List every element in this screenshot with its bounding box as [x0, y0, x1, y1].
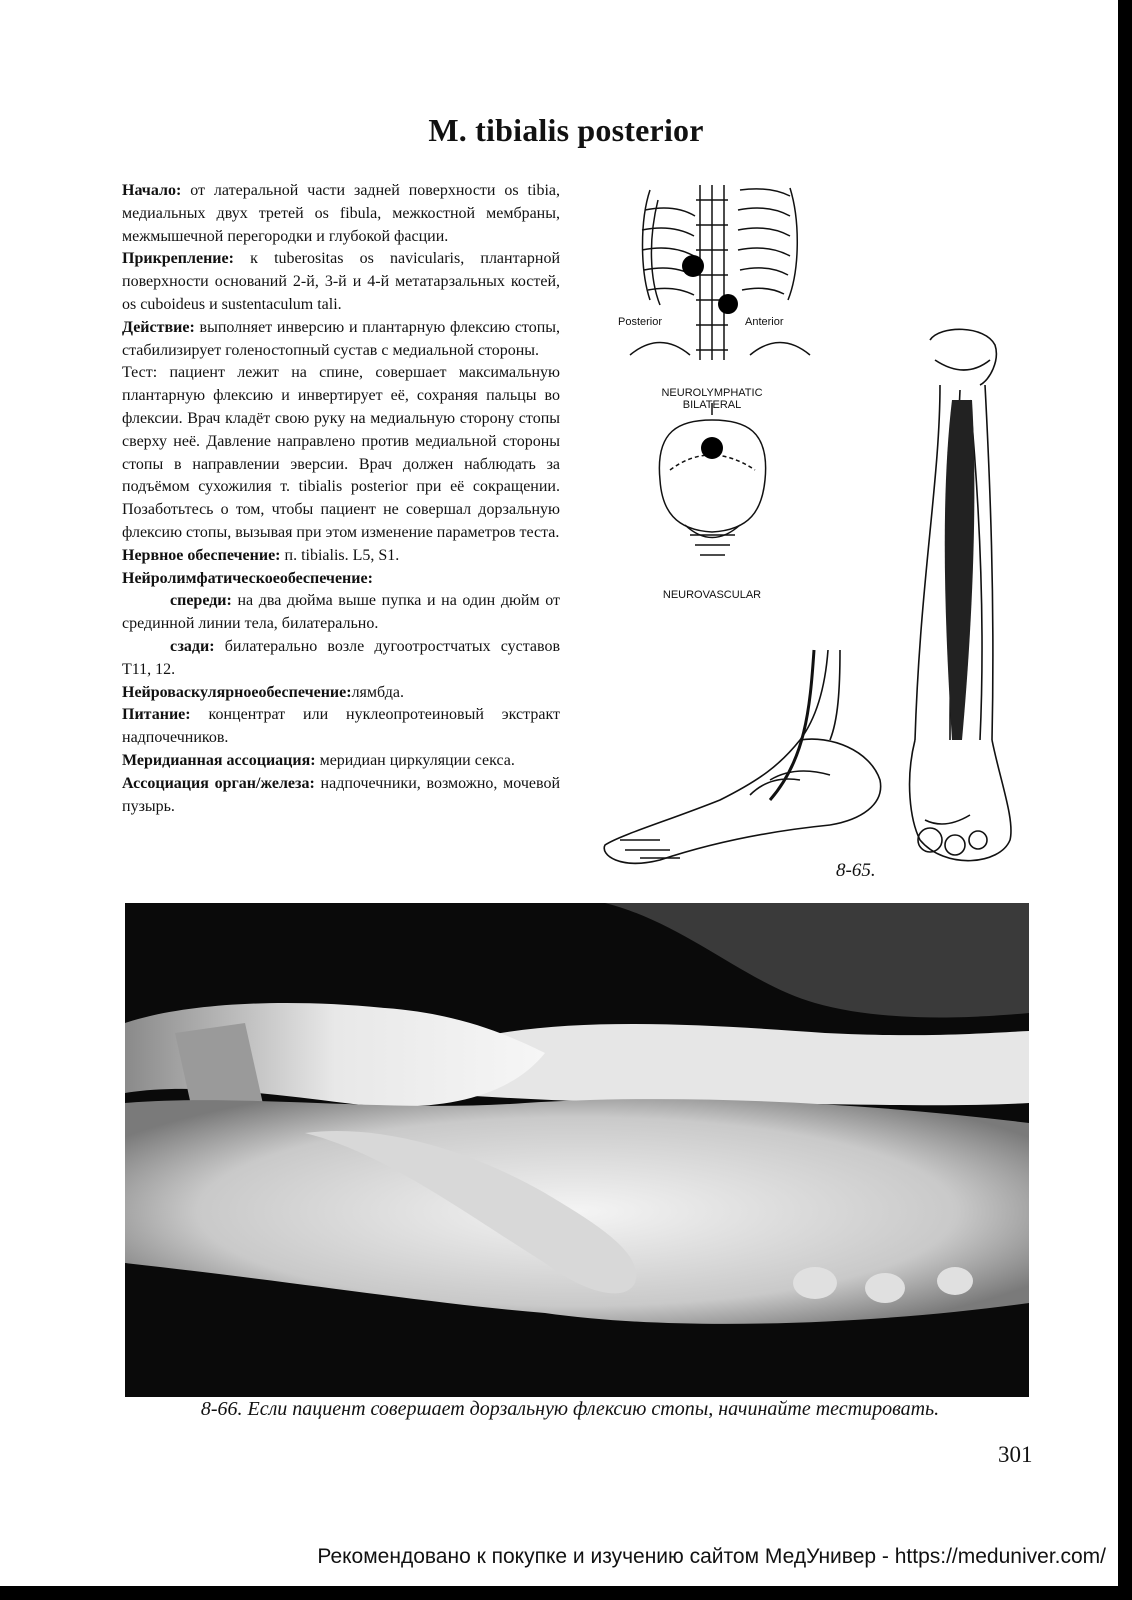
page-title: M. tibialis posterior	[428, 112, 704, 148]
anterior-point-marker	[718, 294, 738, 314]
bilateral-label: BILATERAL	[682, 399, 742, 411]
test-photo	[125, 903, 1029, 1397]
neurovascular-paragraph	[122, 682, 560, 705]
organ-label: Ассоциация орган/железа:	[122, 774, 315, 792]
ribcage-spine-illustration	[630, 185, 810, 360]
tibialis-posterior-muscle	[945, 400, 975, 740]
nerve-label: Нервное обеспечение:	[122, 546, 281, 564]
insertion-text: к tuberositas os navicularis, плантарной поверхности оснований 2-й, 3-й и 4-й метатарзальных костей, os cuboideus и sustentaculum tali.	[122, 250, 561, 313]
neurovascular-point-marker	[701, 437, 723, 459]
test-paragraph: Тест: пациент лежит на спине, совершает максимальную плантарную флексию и инвертирует её, сохраняя пальцы во флексии. Врач кладёт свою руку на медиальную сторону стопы сверху неё. Давление направлено против медиальной стороны стопы в направлении эверсии. Врач должен наблюдать за подъёмом сухожилия т. tibialis posterior при её сокращении. Позаботьтесь о том, чтобы пациент не совершал дорзальную флексию стопы, вызывая при этом изменение параметров теста.	[122, 364, 560, 541]
nerve-text: п. tibialis. L5, S1.	[284, 546, 400, 564]
neurolymphatic-back	[122, 636, 560, 682]
front-label: спереди:	[170, 592, 232, 610]
origin-label: Начало:	[122, 182, 182, 199]
page-number: 301	[998, 1442, 1033, 1467]
insertion-label: Прикрепление:	[122, 250, 234, 268]
anterior-label: Anterior	[745, 316, 784, 328]
toe-2	[865, 1273, 905, 1303]
front-text: на два дюйма выше пупка и на один дюйм от срединной линии тела, билатерально.	[122, 592, 560, 633]
neurovascular-label: Нейроваскулярноеобеспечение:	[122, 683, 352, 701]
anatomy-figure-8-65	[600, 180, 1040, 890]
neurovascular-text: лямбда.	[351, 683, 405, 701]
nutrition-text: концентрат или нуклеопротеиновый экстракт надпочечников.	[122, 706, 560, 747]
meridian-text: меридиан циркуляции секса.	[319, 751, 515, 769]
scan-edge-bottom	[0, 1586, 1132, 1600]
skull-illustration	[659, 403, 765, 555]
nutrition-paragraph	[122, 704, 560, 750]
posterior-label: Posterior	[618, 316, 663, 328]
neurovascular-label: NEUROVASCULAR	[662, 589, 762, 601]
neurolymphatic-front	[122, 590, 560, 636]
neurolymphatic-heading: Нейролимфатическоеобеспечение:	[122, 569, 373, 587]
photo-caption: 8-66. Если пациент совершает дорзальную флексию стопы, начинайте тестировать.	[200, 1398, 940, 1420]
footer-recommendation: Рекомендовано к покупке и изучению сайтом МедУнивер - https://meduniver.com/	[317, 1545, 1106, 1568]
toe-1	[793, 1267, 837, 1299]
origin-paragraph	[122, 180, 560, 248]
action-paragraph	[122, 317, 560, 363]
action-text: выполняет инверсию и плантарную флексию стопы, стабилизирует голеностопный сустав с медиальной стороны.	[122, 318, 561, 359]
back-label: сзади:	[170, 637, 215, 655]
meridian-paragraph	[122, 750, 560, 773]
foot-illustration	[604, 650, 880, 863]
back-text: билатерально возле дугоотростчатых суставов Т11, 12.	[122, 637, 561, 678]
origin-text: от латеральной части задней поверхности os tibia, медиальных двух третей os fibula, межкостной мембраны, межмышечной перегородки и глубокой фасции.	[122, 182, 560, 245]
figure-number: 8-65.	[836, 860, 876, 881]
toe-3	[937, 1267, 973, 1295]
nutrition-label: Питание:	[122, 706, 191, 724]
organ-paragraph	[122, 773, 560, 819]
insertion-paragraph	[122, 248, 560, 316]
meridian-label: Меридианная ассоциация:	[122, 751, 316, 769]
action-label: Действие:	[122, 318, 195, 336]
organ-text: надпочечники, возможно, мочевой пузырь.	[122, 774, 560, 815]
nerve-paragraph	[122, 545, 560, 568]
scan-edge-right	[1118, 0, 1132, 1600]
muscle-description	[122, 180, 560, 818]
posterior-point-marker	[682, 255, 704, 277]
neurolymphatic-label: NEUROLYMPHATIC	[661, 387, 763, 399]
